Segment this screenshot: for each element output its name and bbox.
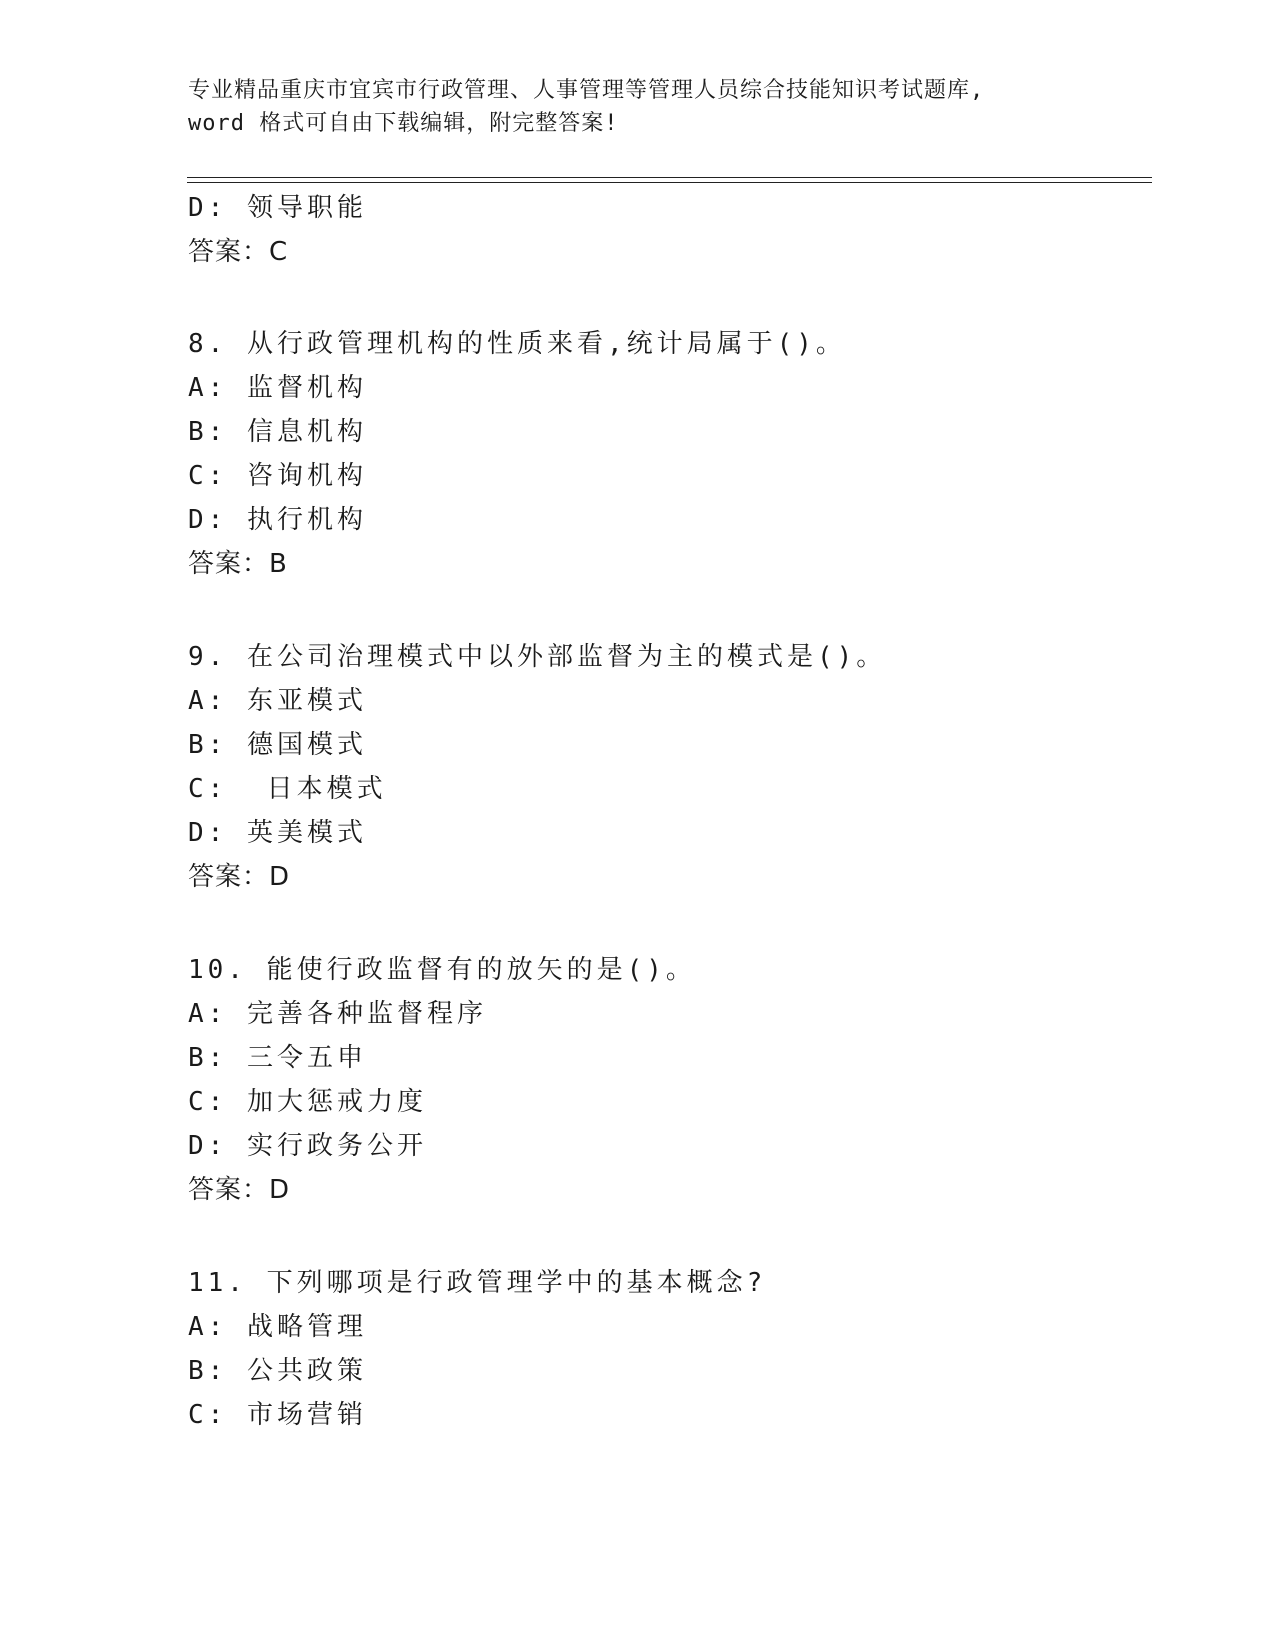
header-line-1: 专业精品重庆市宜宾市行政管理、人事管理等管理人员综合技能知识考试题库, bbox=[188, 78, 985, 103]
q9-option-a: A: 东亚模式 bbox=[188, 686, 367, 716]
q8-option-b: B: 信息机构 bbox=[188, 417, 367, 447]
q10-question: 10. 能使行政监督有的放矢的是()。 bbox=[188, 955, 696, 985]
q11-option-c: C: 市场营销 bbox=[188, 1400, 367, 1430]
q7-option-d: D: 领导职能 bbox=[188, 193, 367, 223]
q10-answer: 答案：D bbox=[188, 1175, 291, 1205]
q9-question: 9. 在公司治理模式中以外部监督为主的模式是()。 bbox=[188, 642, 887, 672]
q8-question: 8. 从行政管理机构的性质来看,统计局属于()。 bbox=[188, 329, 846, 359]
header-divider-top bbox=[187, 177, 1152, 178]
header-divider-bottom bbox=[187, 182, 1152, 183]
q10-option-b: B: 三令五申 bbox=[188, 1043, 367, 1073]
q10-option-a: A: 完善各种监督程序 bbox=[188, 999, 487, 1029]
q8-option-d: D: 执行机构 bbox=[188, 505, 367, 535]
q9-answer: 答案：D bbox=[188, 862, 291, 892]
q10-option-d: D: 实行政务公开 bbox=[188, 1131, 427, 1161]
q8-option-c: C: 咨询机构 bbox=[188, 461, 367, 491]
q8-option-a: A: 监督机构 bbox=[188, 373, 367, 403]
document-header bbox=[188, 74, 1088, 140]
q9-option-b: B: 德国模式 bbox=[188, 730, 367, 760]
q9-option-d: D: 英美模式 bbox=[188, 818, 367, 848]
q7-answer: 答案：C bbox=[188, 237, 289, 267]
q11-question: 11. 下列哪项是行政管理学中的基本概念? bbox=[188, 1268, 767, 1298]
q11-option-b: B: 公共政策 bbox=[188, 1356, 367, 1386]
q8-answer: 答案：B bbox=[188, 549, 288, 579]
q9-option-c: C: 日本模式 bbox=[188, 774, 387, 804]
header-line-2: word 格式可自由下载编辑，附完整答案! bbox=[188, 111, 619, 136]
q11-option-a: A: 战略管理 bbox=[188, 1312, 367, 1342]
q10-option-c: C: 加大惩戒力度 bbox=[188, 1087, 427, 1117]
